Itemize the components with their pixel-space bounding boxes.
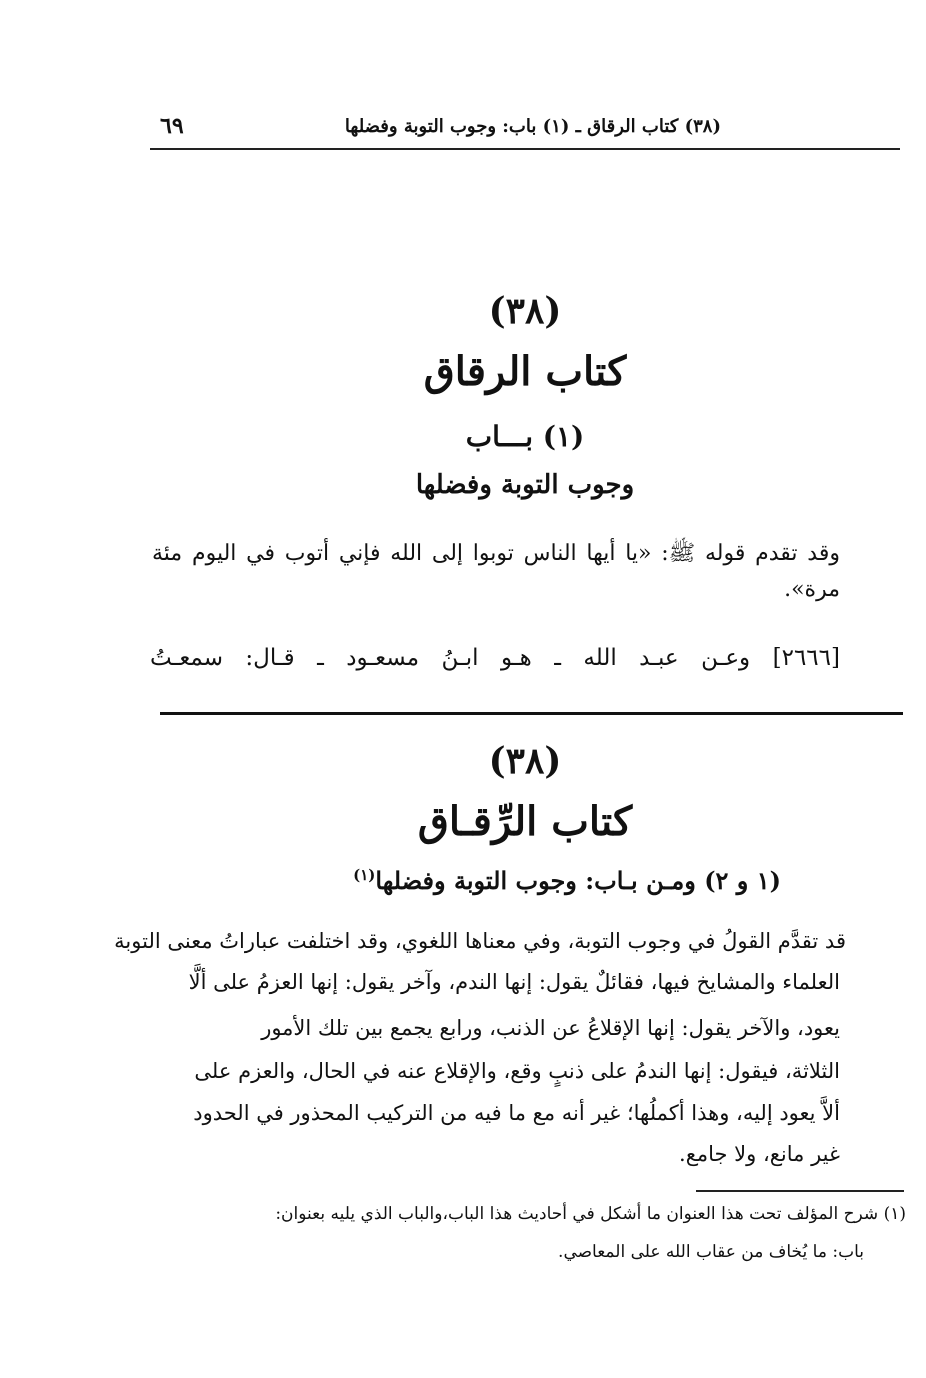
quote-paragraph: وقد تقدم قوله ﷺ: «يا أيها الناس توبوا إلى الله فإني أتوب في اليوم مئة مرة». <box>152 541 840 602</box>
page-number: ٦٩ <box>160 113 184 139</box>
commentary-line: الثلاثة، فيقول: إنها الندمُ على ذنبٍ وقع، والإقلاع عنه في الحال، والعزم على <box>194 1059 840 1083</box>
commentary-book-number: (٣٨) <box>488 740 562 782</box>
bab-label: (١) بـــاب <box>465 420 585 453</box>
commentary-heading-text: (١ و ٢) ومـن بـاب: وجوب التوبة وفضلها <box>375 866 781 895</box>
commentary-line: غير مانع، ولا جامع. <box>679 1142 840 1166</box>
header-divider <box>150 148 900 150</box>
commentary-line: ألاَّ يعود إليه، وهذا أكملُها؛ غير أنه مع ما فيه من التركيب المحذور في الحدود <box>193 1101 840 1125</box>
commentary-line: يعود، والآخر يقول: إنها الإقلاعُ عن الذنب، ورابع يجمع بين تلك الأمور <box>261 1016 840 1040</box>
footnote-divider <box>696 1190 904 1192</box>
commentary-book-title: كتاب الرِّقـاق <box>417 798 633 845</box>
section-divider <box>160 712 903 715</box>
commentary-line: قد تقدَّم القولُ في وجوب التوبة، وفي معناها اللغوي، وقد اختلفت عباراتُ معنى التوبة <box>114 929 846 953</box>
commentary-heading <box>353 866 781 895</box>
book-number: (٣٨) <box>488 290 562 332</box>
running-header-title: (٣٨) كتاب الرقاق ـ (١) باب: وجوب التوبة وفضلها <box>344 116 721 137</box>
footnote-marker: (١) <box>353 866 376 884</box>
hadith-line: [٢٦٦٦] وعـن عبـد الله ـ هـو ابـنُ مسعـود ـ قـال: سمعـتُ <box>150 645 840 671</box>
footnote-text: باب: ما يُخاف من عقاب الله على المعاصي. <box>558 1242 864 1262</box>
footnote-text: (١) شرح المؤلف تحت هذا العنوان ما أشكل في أحاديث هذا الباب،والباب الذي يليه بعنوان: <box>275 1204 906 1224</box>
commentary-line: العلماء والمشايخ فيها، فقائلٌ يقول: إنها الندم، وآخر يقول: إنها العزمُ على ألَّا <box>188 970 840 994</box>
book-title: كتاب الرقاق <box>423 348 627 395</box>
chapter-title: وجوب التوبة وفضلها <box>415 470 635 500</box>
